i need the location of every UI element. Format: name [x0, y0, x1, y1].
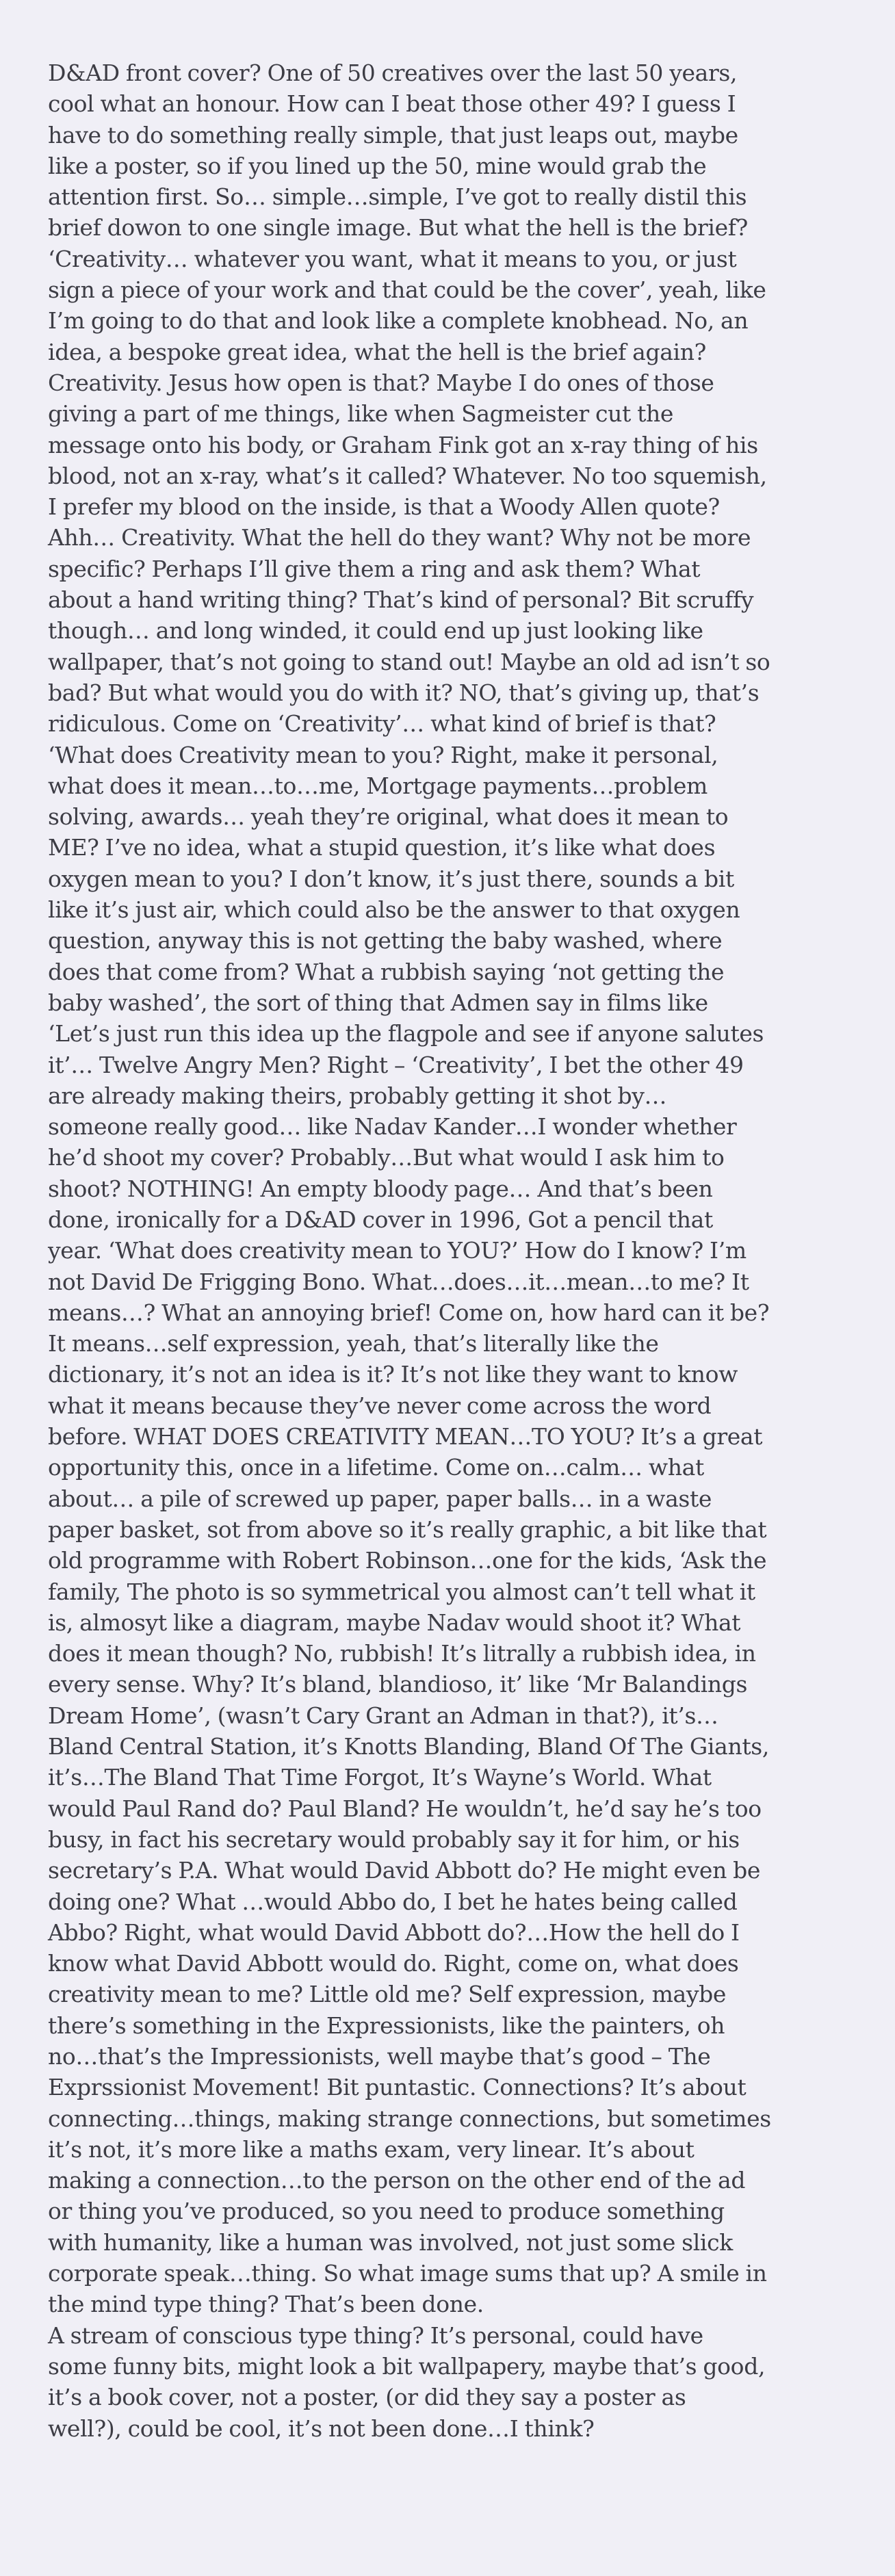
body-text — [48, 57, 862, 2444]
paragraph-closing: A stream of conscious type thing? It’s personal, could have some funny bits, might look a bit wallpapery, maybe that’s good, it’s a book cover, not a poster, (or did they say a poster as well?), could be cool, it’s not been done…I think? — [48, 2321, 766, 2442]
paragraph-main: D&AD front cover? One of 50 creatives over the last 50 years, cool what an honour. How can I beat those other 49? I guess I have to do something really simple, that just leaps out, maybe like a poster, so if you lined up the 50, mine would grab the attention first. So… simple…simple, I’ve got to really distil this brief dowon to one single image. But what the hell is the brief? ‘Creativity… whatever you want, what it means to you, or just sign a piece of your work and that could be the cover’, yeah, like I’m going to do that and look like a complete knobhead. No, an idea, a bespoke great idea, what the hell is the brief again? Creativity. Jesus how open is that? Maybe I do ones of those giving a part of me things, like when Sagmeister cut the message onto his body, or Graham Fink got an x-ray thing of his blood, not an x-ray, what’s it called? Whatever. No too squemish, I prefer my blood on the inside, is that a Woody Allen quote? Ahh… Creativity. What the hell do they want? Why not be more specific? Perhaps I’ll give them a ring and ask them? What about a hand writing thing? That’s kind of personal? Bit scruffy though… and long winded, it could end up just looking like wallpaper, that’s not going to stand out! Maybe an old ad isn’t so bad? But what would you do with it? NO, that’s giving up, that’s ridiculous. Come on ‘Creativity’… what kind of brief is that? ‘What does Creativity mean to you? Right, make it personal, what does it mean…to…me, Mortgage payments…problem solving, awards… yeah they’re original, what does it mean to ME? I’ve no idea, what a stupid question, it’s like what does oxygen mean to you? I don’t know, it’s just there, sounds a bit like it’s just air, which could also be the answer to that oxygen question, anyway this is not getting the baby washed, where does that come from? What a rubbish saying ‘not getting the baby washed’, the sort of thing that Admen say in films like ‘Let’s just run this idea up the flagpole and see if anyone salutes it’… Twelve Angry Men? Right – ‘Creativity’, I bet the other 49 are already making theirs, probably getting it shot by… someone really good… like Nadav Kander…I wonder whether he’d shoot my cover? Probably…But what would I ask him to shoot? NOTHING! An empty bloody page… And that’s been done, ironically for a D&AD cover in 1996, Got a pencil that year. ‘What does creativity mean to YOU?’ How do I know? I’m not David De Frigging Bono. What…does…it…mean…to me? It means…? What an annoying brief! Come on, how hard can it be? It means…self expression, yeah, that’s literally like the dictionary, it’s not an idea is it? It’s not like they want to know what it means because they’ve never come across the word before. WHAT DOES CREATIVITY MEAN…TO YOU? It’s a great opportunity this, once in a lifetime. Come on…calm… what about… a pile of screwed up paper, paper balls… in a waste paper basket, sot from above so it’s really graphic, a bit like that old programme with Robert Robinson…one for the kids, ‘Ask the family, The photo is so symmetrical you almost can’t tell what it is, almosyt like a diagram, maybe Nadav would shoot it? What does it mean though? No, rubbish! It’s litrally a rubbish idea, in every sense. Why? It’s bland, blandioso, it’ like ‘Mr Balandings Dream Home’, (wasn’t Cary Grant an Adman in that?), it’s… Bland Central Station, it’s Knotts Blanding, Bland Of The Giants, it’s…The Bland That Time Forgot, It’s Wayne’s World. What would Paul Rand do? Paul Bland? He wouldn’t, he’d say he’s too busy, in fact his secretary would probably say it for him, or his secretary’s P.A. What would David Abbott do? He might even be doing one? What …would Abbo do, I bet he hates being called Abbo? Right, what would David Abbott do?…How the hell do I know what David Abbott would do. Right, come on, what does creativity mean to me? Little old me? Self expression, maybe there’s something in the Expressionists, like the painters, oh no…that’s the Impressionists, well maybe that’s good – The Exprssionist Movement! Bit puntastic. Connections? It’s about connecting…things, making strange connections, but sometimes it’s not, it’s more like a maths exam, very linear. It’s about making a connection…to the person on the other end of the ad or thing you’ve produced, so you need to produce something with humanity, like a human was involved, not just some slick corporate speak…thing. So what image sums that up? A smile in the mind type thing? That’s been done. — [48, 60, 771, 2318]
